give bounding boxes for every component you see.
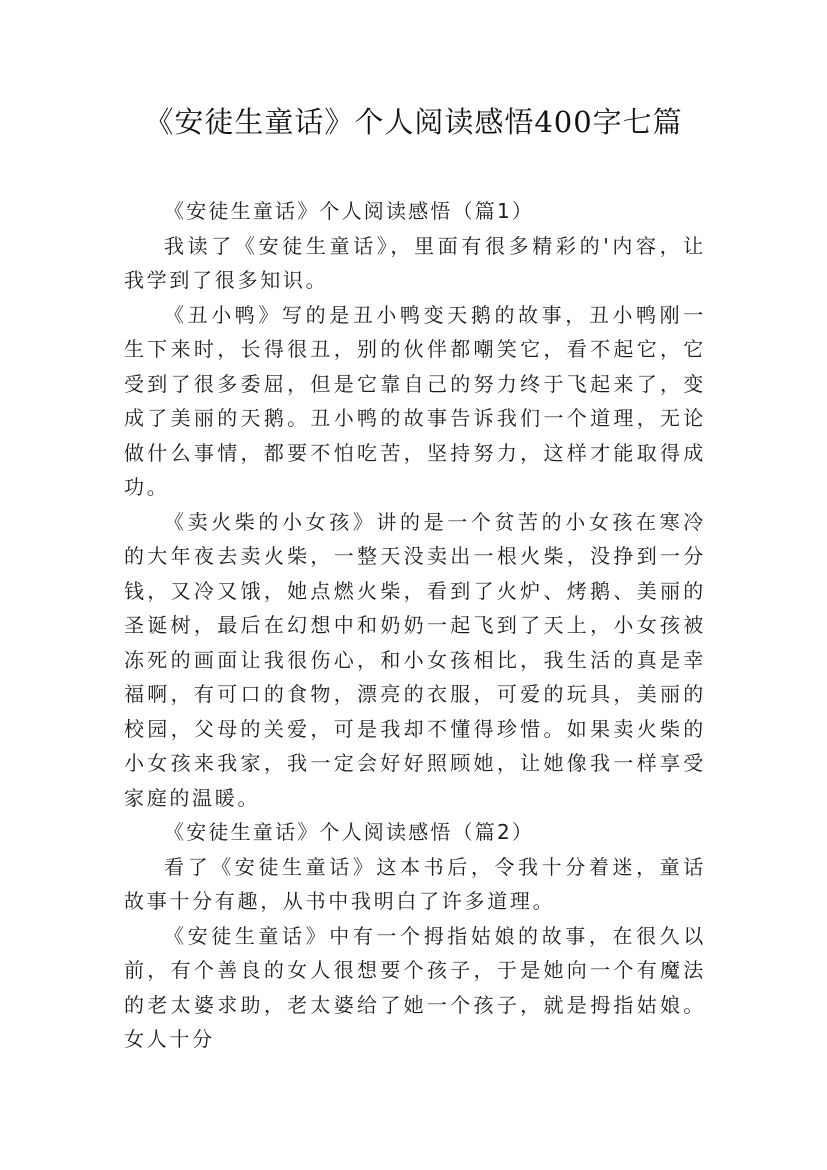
paragraph: 《卖火柴的小女孩》讲的是一个贫苦的小女孩在寒冷的大年夜去卖火柴，一整天没卖出一根火柴，没挣到一分钱，又冷又饿，她点燃火柴，看到了火炉、烤鹅、美丽的圣诞树，最后在幻想中和奶奶一起飞到了天上，小女孩被冻死的画面让我很伤心，和小女孩相比，我生活的真是幸福啊，有可口的食物，漂亮的衣服，可爱的玩具，美丽的校园，父母的关爱，可是我却不懂得珍惜。如果卖火柴的小女孩来我家，我一定会好好照顾她，让她像我一样享受家庭的温暖。 — [124, 509, 706, 810]
paragraph: 我读了《安徒生童话》，里面有很多精彩的'内容，让我学到了很多知识。 — [124, 233, 706, 292]
paragraph: 看了《安徒生童话》这本书后，令我十分着迷，童话故事十分有趣，从书中我明白了许多道理。 — [124, 854, 706, 913]
document-title: 《安徒生童话》个人阅读感悟400字七篇 — [144, 105, 683, 139]
section-heading-1: 《安徒生童话》个人阅读感悟（篇1） — [164, 199, 535, 223]
document-body — [124, 194, 706, 1057]
paragraph: 《丑小鸭》写的是丑小鸭变天鹅的故事，丑小鸭刚一生下来时，长得很丑，别的伙伴都嘲笑它，看不起它，它受到了很多委屈，但是它靠自己的努力终于飞起来了，变成了美丽的天鹅。丑小鸭的故事告诉我们一个道理，无论做什么事情，都要不怕吃苦，坚持努力，这样才能取得成功。 — [124, 302, 706, 499]
section-heading-2: 《安徒生童话》个人阅读感悟（篇2） — [164, 820, 535, 844]
paragraph: 《安徒生童话》中有一个拇指姑娘的故事，在很久以前，有个善良的女人很想要个孩子，于是她向一个有魔法的老太婆求助，老太婆给了她一个孩子，就是拇指姑娘。女人十分 — [124, 923, 706, 1051]
